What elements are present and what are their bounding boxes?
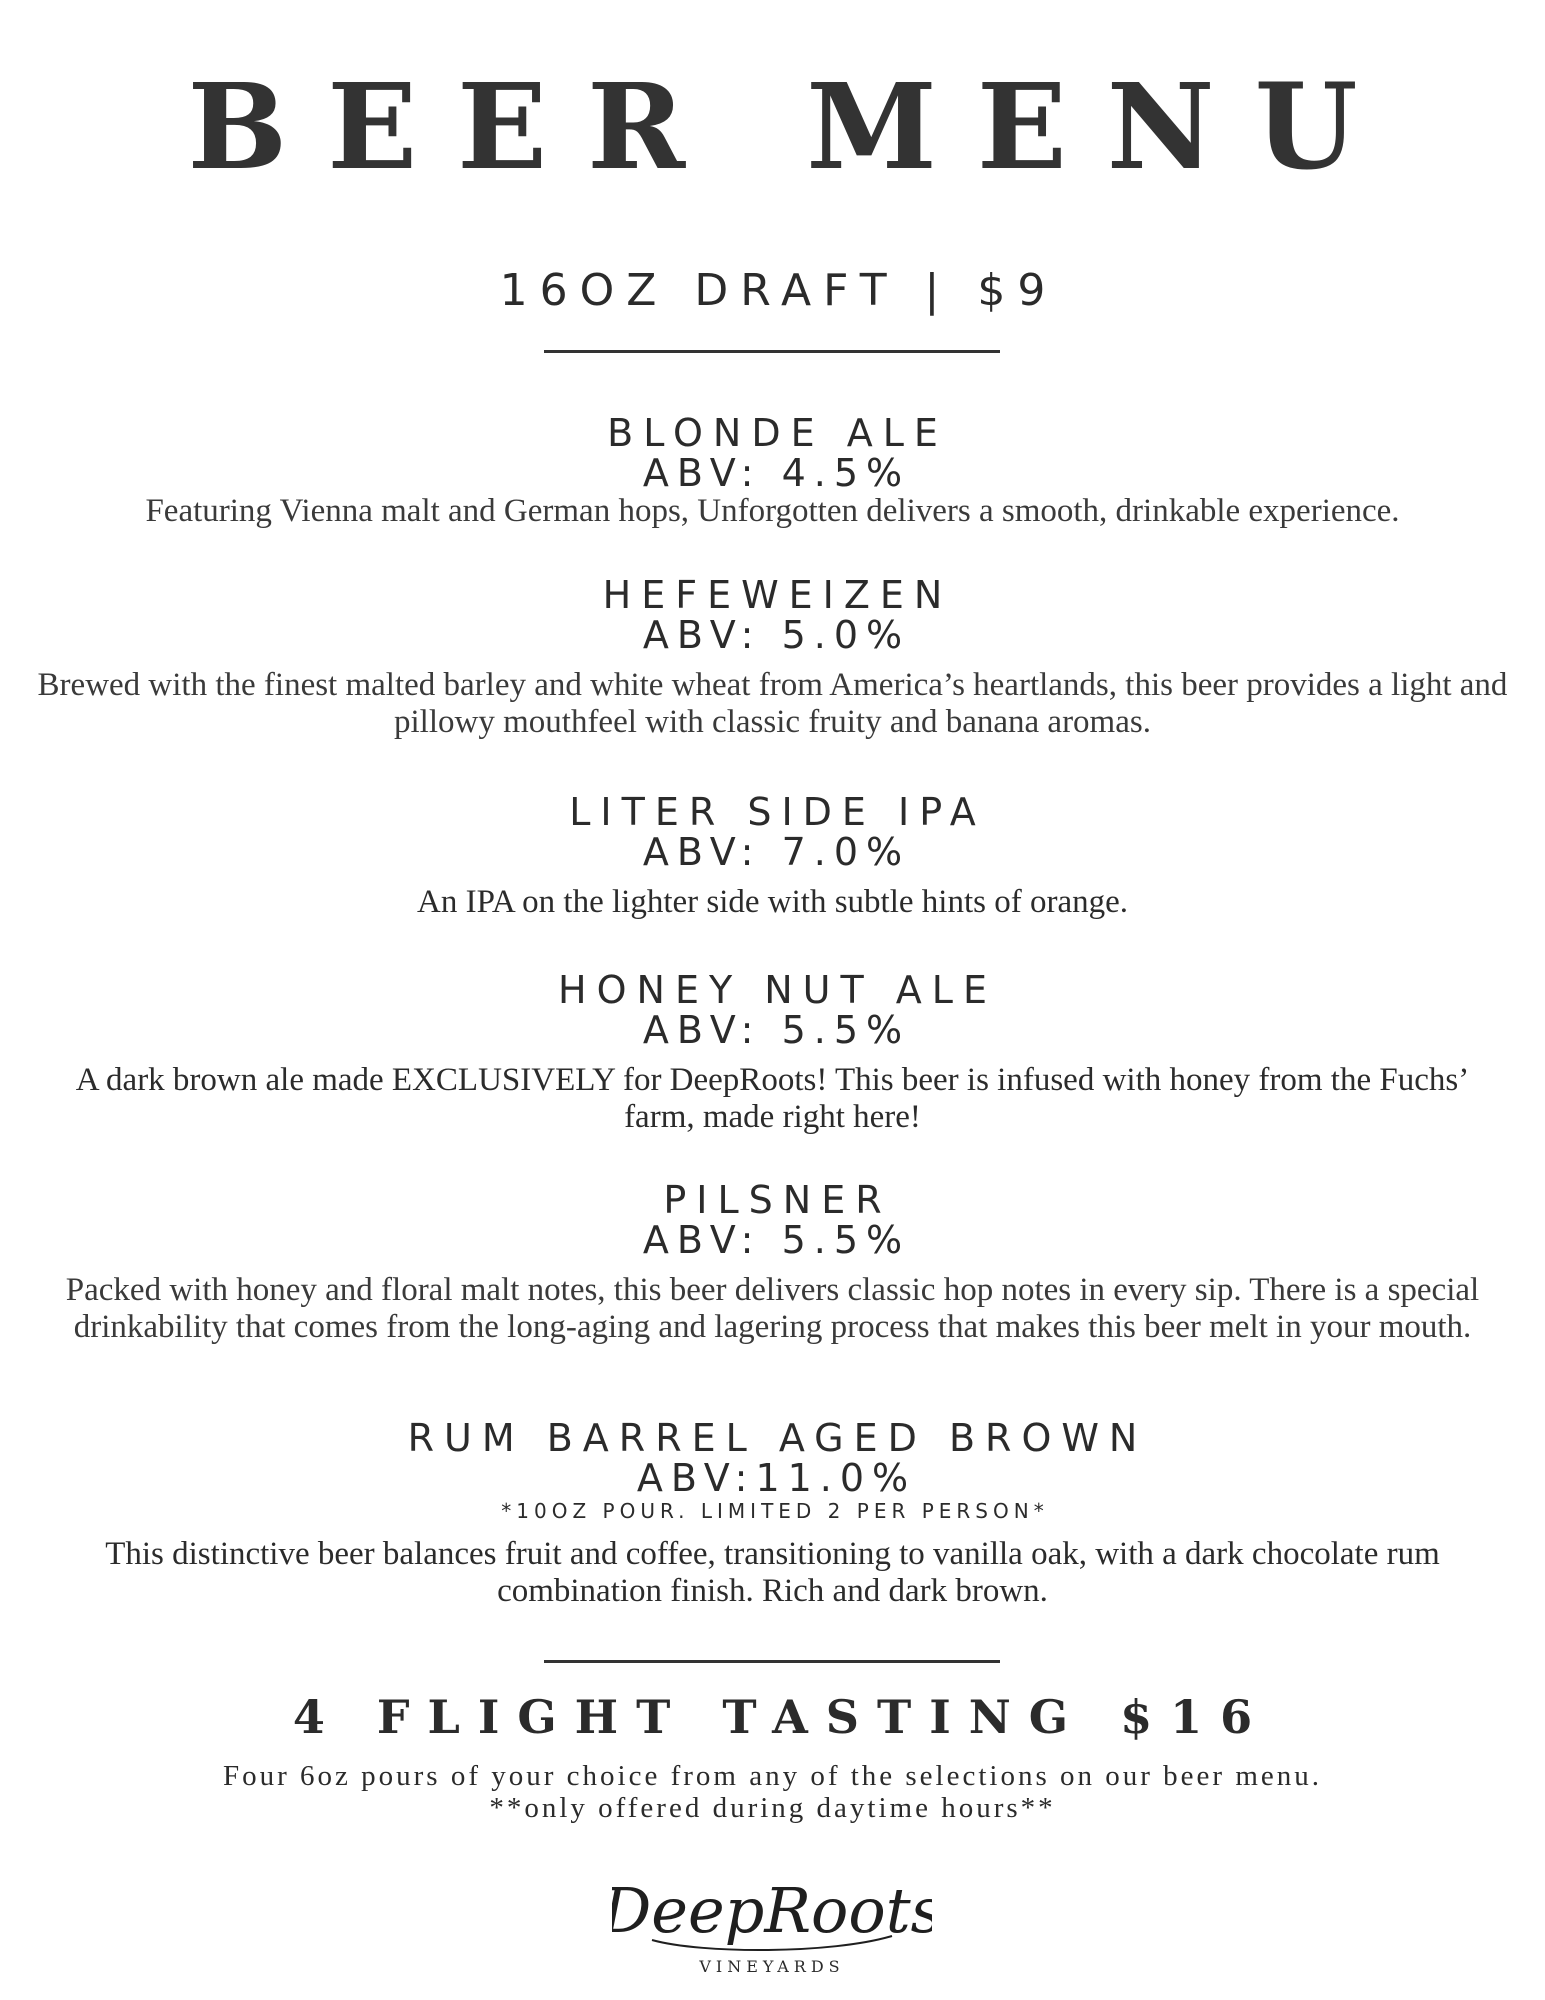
beer-name: RUM BARREL AGED BROWN (407, 1416, 1148, 1460)
svg-text:DeepRoots: DeepRoots (612, 1874, 932, 1947)
page-title: BEER MENU (187, 57, 1398, 196)
deeproots-logo-mark (612, 1862, 932, 1982)
svg-text:VINEYARDS: VINEYARDS (699, 1957, 845, 1976)
beer-abv: ABV: 5.5% (642, 1008, 911, 1052)
beer-abv: ABV:11.0% (636, 1456, 917, 1500)
beer-item-rum-barrel-aged-brown (0, 1418, 1545, 1610)
beer-abv: ABV: 4.5% (642, 451, 911, 495)
beer-name: PILSNER (663, 1178, 892, 1222)
beer-abv: ABV: 7.0% (642, 830, 911, 874)
beer-item-blonde-ale (0, 413, 1545, 530)
beer-abv: ABV: 5.5% (642, 1218, 911, 1262)
beer-item-hefeweizen (0, 575, 1545, 741)
beer-item-pilsner (0, 1180, 1545, 1346)
beer-name: HEFEWEIZEN (602, 573, 953, 617)
top-divider (544, 350, 1000, 353)
beer-item-liter-side-ipa (0, 792, 1545, 921)
deeproots-logo (612, 1862, 932, 1982)
beer-name: BLONDE ALE (607, 411, 948, 455)
bottom-divider (544, 1660, 1000, 1663)
beer-description: This distinctive beer balances fruit and coffee, transitioning to vanilla oak, with a dark chocolate rum combination finish. Rich and dark brown. (105, 1536, 1440, 1609)
beer-name: LITER SIDE IPA (569, 790, 986, 834)
beer-abv: ABV: 5.0% (642, 613, 911, 657)
beer-description: A dark brown ale made EXCLUSIVELY for DeepRoots! This beer is infused with honey from the Fuchs’ farm, made right here! (75, 1062, 1470, 1135)
draft-price-heading: 16OZ DRAFT | $9 (499, 265, 1058, 316)
flight-tasting-description: Four 6oz pours of your choice from any of the selections on our beer menu. (222, 1760, 1322, 1792)
beer-name: HONEY NUT ALE (558, 968, 997, 1012)
beer-description: Brewed with the finest malted barley and white wheat from America’s heartlands, this beer provides a light and pillowy mouthfeel with classic fruity and banana aromas. (37, 667, 1508, 740)
flight-tasting-heading: 4 FLIGHT TASTING $16 (292, 1690, 1271, 1744)
pour-limit-note: *10OZ POUR. LIMITED 2 PER PERSON* (501, 1499, 1049, 1523)
beer-item-honey-nut-ale (0, 970, 1545, 1136)
flight-tasting-note: **only offered during daytime hours** (489, 1792, 1056, 1824)
beer-description: Featuring Vienna malt and German hops, Unforgotten delivers a smooth, drinkable experience. (145, 493, 1400, 529)
beer-description: An IPA on the lighter side with subtle hints of orange. (417, 884, 1128, 920)
beer-description: Packed with honey and floral malt notes, this beer delivers classic hop notes in every sip. There is a special drinkability that comes from the long-aging and lagering process that makes this beer melt in your mouth. (65, 1272, 1480, 1345)
